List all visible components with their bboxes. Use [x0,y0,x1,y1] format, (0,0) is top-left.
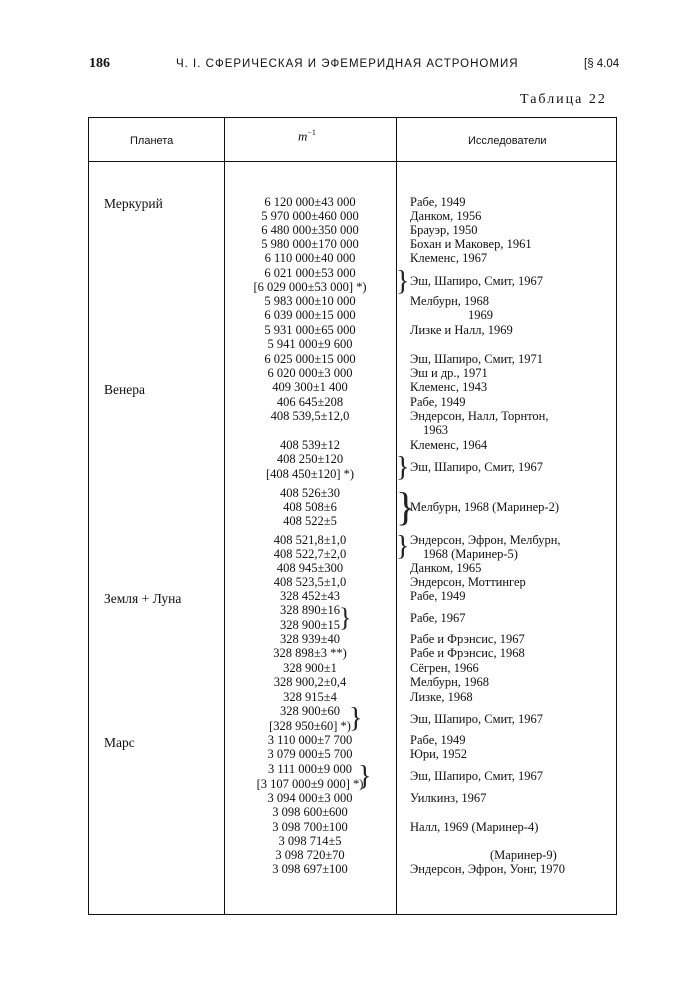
value-cell: 3 098 714±5 [278,834,342,848]
column-header-planet: Планета [130,135,174,147]
planet-mercury: Меркурий [104,196,163,211]
value-cell: 408 250±120 [276,452,344,466]
author-cell: Рабе, 1949 [410,395,466,409]
value-cell: 328 900,2±0,4 [273,675,347,689]
author-cell: Уилкинз, 1967 [410,791,487,805]
column-divider-1 [224,117,225,915]
value-cell: 408 539,5±12,0 [270,409,350,423]
author-cell: Эш, Шапиро, Смит, 1967 [410,274,543,288]
value-cell: 6 480 000±350 000 [261,223,359,237]
author-cell: Эндерсон, Эфрон, Мелбурн, [410,533,561,547]
value-cell: 408 521,8±1,0 [273,533,347,547]
value-cell: 3 079 000±5 700 [267,747,353,761]
author-cell: Лизке, 1968 [410,690,473,704]
author-cell: Эш и др., 1971 [410,366,488,380]
value-cell: 328 900±60 [280,704,340,718]
value-cell: 3 110 000±7 700 [267,733,353,747]
author-cell: Данком, 1965 [410,561,482,575]
value-cell: 5 980 000±170 000 [261,237,359,251]
author-cell: (Маринер-9) [490,848,557,862]
value-cell: 5 970 000±460 000 [261,209,359,223]
value-cell: 328 890±16 [280,603,340,617]
value-cell: 3 098 720±70 [275,848,345,862]
group-brace: } [349,703,363,734]
value-cell: 6 110 000±40 000 [264,251,356,265]
author-cell: Бохан и Маковер, 1961 [410,237,532,251]
value-cell: 328 900±1 [283,661,337,675]
value-cell: 3 098 697±100 [272,862,348,876]
author-cell: Брауэр, 1950 [410,223,478,237]
author-cell: Юри, 1952 [410,747,468,761]
value-cell: 6 021 000±53 000 [264,266,356,280]
value-cell: [3 107 000±9 000] *) [256,777,364,791]
column-header-mass [298,128,316,144]
column-header-authors: Исследователи [468,135,547,147]
value-cell: [6 029 000±53 000] *) [253,280,367,294]
value-cell: 3 111 000±9 000 [267,762,353,776]
author-cell: Эш, Шапиро, Смит, 1967 [410,712,543,726]
author-cell: Рабе, 1949 [410,589,466,603]
author-cell: Лизке и Налл, 1969 [410,323,513,337]
group-brace: } [339,603,352,632]
author-cell: Клеменс, 1943 [410,380,488,394]
table-right-border [616,117,617,915]
value-cell: 408 522±5 [283,514,337,528]
author-cell: Налл, 1969 (Маринер-4) [410,820,539,834]
value-cell: 409 300±1 400 [272,380,348,394]
value-cell: 406 645±208 [276,395,344,409]
value-cell: 328 939±40 [280,632,340,646]
author-cell: Клеменс, 1967 [410,251,488,265]
author-cell: Мелбурн, 1968 [410,294,490,308]
running-title: Ч. I. СФЕРИЧЕСКАЯ И ЭФЕМЕРИДНАЯ АСТРОНОМИЯ [176,58,519,70]
mass-symbol: m [298,128,308,144]
author-cell: Мелбурн, 1968 [410,675,490,689]
author-cell: Рабе и Фрэнсис, 1967 [410,632,525,646]
section-number: [§ 4.04 [584,58,620,70]
value-cell: 408 522,7±2,0 [273,547,347,561]
planet-mars: Марс [104,735,135,750]
planet-venus: Венера [104,382,145,397]
author-cell: Эндерсон, Налл, Торнтон, [410,409,549,423]
value-cell: [408 450±120] *) [265,467,355,481]
author-cell: Эндерсон, Моттингер [410,575,526,589]
author-cell: Клеменс, 1964 [410,438,488,452]
group-brace: } [358,761,372,792]
table-top-rule [88,117,617,118]
table-bottom-rule [88,914,617,915]
value-cell: 408 526±30 [280,486,340,500]
value-cell: 6 039 000±15 000 [264,308,356,322]
author-cell: Эш, Шапиро, Смит, 1967 [410,460,543,474]
value-cell: 6 120 000±43 000 [264,195,356,209]
author-cell: Рабе, 1967 [410,611,466,625]
value-cell: 5 931 000±65 000 [264,323,356,337]
mass-exponent: −1 [307,128,316,137]
value-cell: 5 941 000±9 600 [267,337,353,351]
value-cell: 328 452±43 [280,589,340,603]
value-cell: 408 945±300 [276,561,344,575]
value-cell: 408 523,5±1,0 [273,575,347,589]
value-cell: 3 094 000±3 000 [267,791,353,805]
author-cell: Эндерсон, Эфрон, Уонг, 1970 [410,862,565,876]
table-label: Таблица 22 [520,92,607,107]
author-cell: Эш, Шапиро, Смит, 1971 [410,352,543,366]
author-cell: Сёгрен, 1966 [410,661,479,675]
author-cell: Рабе, 1949 [410,733,466,747]
author-cell: Рабе, 1949 [410,195,466,209]
author-cell: Рабе и Фрэнсис, 1968 [410,646,525,660]
value-cell: 328 915±4 [283,690,337,704]
value-cell: 5 983 000±10 000 [264,294,356,308]
value-cell: 3 098 700±100 [272,820,348,834]
value-cell: 6 025 000±15 000 [264,352,356,366]
author-cell: 1968 (Маринер-5) [423,547,518,561]
value-cell: 408 539±12 [280,438,340,452]
group-brace: } [396,484,416,529]
group-brace: } [396,452,410,483]
value-cell: 3 098 600±600 [272,805,348,819]
value-cell: 328 900±15 [280,618,340,632]
value-cell: [328 950±60] *) [269,719,351,733]
value-cell: 408 508±6 [283,500,337,514]
author-cell: 1969 [468,308,493,322]
value-cell: 6 020 000±3 000 [267,366,353,380]
author-cell: Данком, 1956 [410,209,482,223]
page-number: 186 [89,56,110,71]
value-cell: 328 898±3 **) [273,646,347,660]
group-brace: } [396,266,410,297]
planet-earth-moon: Земля + Луна [104,591,182,606]
group-brace: } [396,531,410,562]
table-header-rule [88,161,617,162]
author-cell: Мелбурн, 1968 (Маринер-2) [410,500,560,514]
author-cell: 1963 [423,423,448,437]
table-left-border [88,117,89,915]
author-cell: Эш, Шапиро, Смит, 1967 [410,769,543,783]
